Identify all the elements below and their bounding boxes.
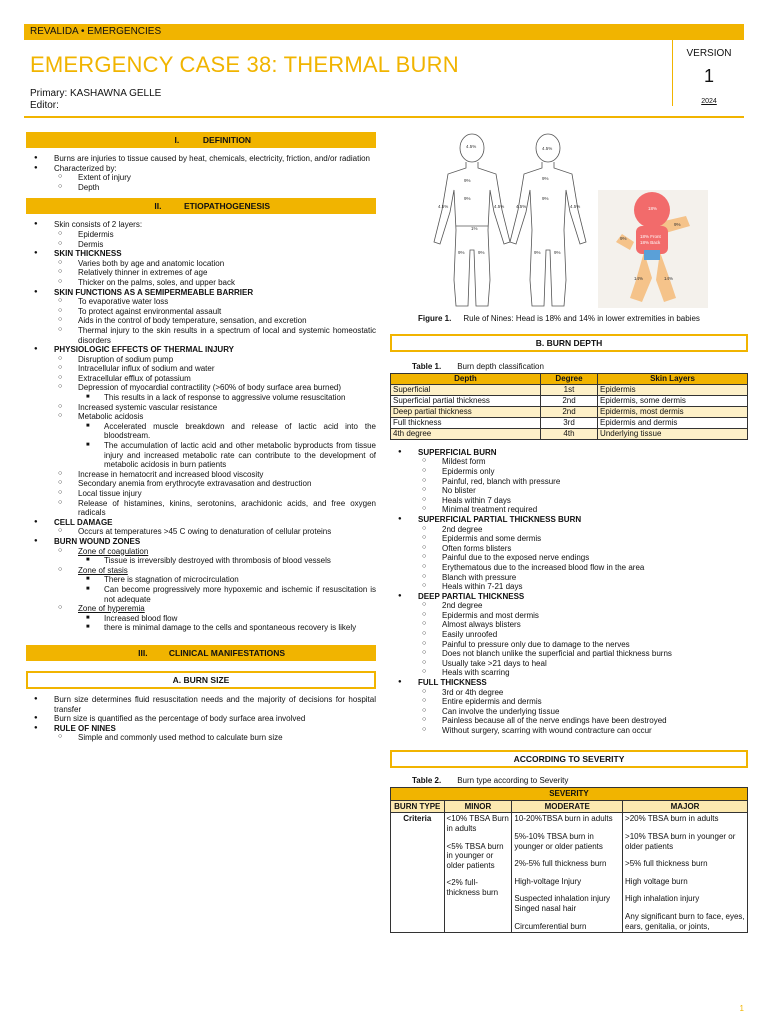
svg-text:4.5%: 4.5% bbox=[570, 204, 581, 209]
list-item: ○ Relatively thinner in extremes of age bbox=[26, 268, 376, 278]
list-item: ■ Increased blood flow bbox=[26, 614, 376, 624]
list-item: ○ Varies both by age and anatomic location bbox=[26, 259, 376, 269]
table-row bbox=[391, 428, 748, 439]
svg-text:9%: 9% bbox=[464, 196, 471, 201]
column-header: MINOR bbox=[444, 800, 512, 813]
list-item: ● Burns are injuries to tissue caused by heat, chemicals, electricity, friction, and/or radiation bbox=[26, 154, 376, 164]
section-number: I. bbox=[174, 135, 180, 145]
rule-of-nines-illustration bbox=[390, 130, 748, 310]
section-title: CLINICAL MANIFESTATIONS bbox=[168, 647, 286, 658]
svg-text:14%: 14% bbox=[664, 276, 674, 281]
criterion: 2%-5% full thickness burn bbox=[514, 859, 607, 869]
list-item: ○ Simple and commonly used method to calculate burn size bbox=[26, 733, 376, 743]
list-item: ○ Blanch with pressure bbox=[390, 573, 748, 583]
svg-text:9%: 9% bbox=[542, 196, 549, 201]
list-item: ○ Entire epidermis and dermis bbox=[390, 697, 748, 707]
table-caption bbox=[412, 776, 748, 786]
criterion: <10% TBSA Burn in adults bbox=[446, 814, 509, 833]
baby-figure bbox=[598, 190, 708, 308]
list-item: ○ Usually take >21 days to heal bbox=[390, 659, 748, 669]
table-cell: 4th degree bbox=[391, 428, 541, 439]
list-item: ○ Zone of hyperemia bbox=[26, 604, 376, 614]
list-item: ● SUPERFICIAL PARTIAL THICKNESS BURN bbox=[390, 515, 748, 525]
svg-text:1%: 1% bbox=[471, 226, 478, 231]
list-item: ● SKIN FUNCTIONS AS A SEMIPERMEABLE BARRIER bbox=[26, 288, 376, 298]
table-row bbox=[391, 395, 748, 406]
svg-text:18% Back: 18% Back bbox=[640, 240, 661, 245]
section-header-etiopathogenesis bbox=[26, 198, 376, 214]
list-item: ● SKIN THICKNESS bbox=[26, 249, 376, 259]
column-header: MAJOR bbox=[623, 800, 748, 813]
table-caption-text: Burn type according to Severity bbox=[457, 775, 569, 785]
row-label: Criteria bbox=[391, 813, 445, 933]
burn-depth-list bbox=[390, 448, 748, 736]
list-item: ● DEEP PARTIAL THICKNESS bbox=[390, 592, 748, 602]
list-item: ■ The accumulation of lactic acid and other metabolic byproducts from tissue injury and increased metabolic rate can contribute to the development of metabolic acidosis in burn patients bbox=[26, 441, 376, 470]
subsection-burn-size: A. BURN SIZE bbox=[26, 671, 376, 689]
list-item: ○ Epidermis and some dermis bbox=[390, 534, 748, 544]
criterion: High voltage burn bbox=[625, 876, 688, 886]
column-header: Skin Layers bbox=[598, 374, 748, 385]
criterion: High inhalation injury bbox=[625, 894, 700, 904]
table-row bbox=[391, 417, 748, 428]
svg-text:9%: 9% bbox=[620, 236, 627, 241]
svg-text:4.5%: 4.5% bbox=[466, 144, 477, 149]
section-header-clinical bbox=[26, 645, 376, 661]
list-item: ○ Painful, red, blanch with pressure bbox=[390, 477, 748, 487]
list-item: ○ Heals within 7-21 days bbox=[390, 582, 748, 592]
table-cell: 2nd bbox=[540, 406, 597, 417]
list-item: ○ Zone of coagulation bbox=[26, 547, 376, 557]
table-caption-text: Burn depth classification bbox=[457, 361, 544, 371]
table-cell: 3rd bbox=[540, 417, 597, 428]
list-item: ● PHYSIOLOGIC EFFECTS OF THERMAL INJURY bbox=[26, 345, 376, 355]
list-item: ○ Mildest form bbox=[390, 457, 748, 467]
list-item: ○ Metabolic acidosis bbox=[26, 412, 376, 422]
table-label: Table 2. bbox=[412, 775, 442, 785]
criterion: Any significant burn to face, eyes, ears, genitalia, or joints, bbox=[625, 911, 745, 931]
version-label: VERSION bbox=[686, 48, 732, 59]
list-item: ■ There is stagnation of microcirculation bbox=[26, 575, 376, 585]
column-header: Depth bbox=[391, 374, 541, 385]
list-item: ○ Increase in hematocrit and increased blood viscosity bbox=[26, 470, 376, 480]
column-header: MODERATE bbox=[512, 800, 623, 813]
list-item: ● SUPERFICIAL BURN bbox=[390, 448, 748, 458]
svg-text:9%: 9% bbox=[534, 250, 541, 255]
list-item: ○ Depression of myocardial contractility (>60% of body surface area burned) bbox=[26, 383, 376, 393]
list-item: ● BURN WOUND ZONES bbox=[26, 537, 376, 547]
version-box bbox=[672, 40, 745, 106]
list-item: ○ Intracellular influx of sodium and water bbox=[26, 364, 376, 374]
list-item: ○ Heals with scarring bbox=[390, 668, 748, 678]
moderate-criteria-cell bbox=[512, 813, 623, 933]
list-item: ○ To protect against environmental assault bbox=[26, 307, 376, 317]
list-item: ○ Epidermis only bbox=[390, 467, 748, 477]
table-header-row bbox=[391, 800, 748, 813]
svg-text:18% Front: 18% Front bbox=[640, 234, 661, 239]
svg-text:4.5%: 4.5% bbox=[542, 146, 553, 151]
table-cell: Superficial partial thickness bbox=[391, 395, 541, 406]
list-item: ■ This results in a lack of response to aggressive volume resuscitation bbox=[26, 393, 376, 403]
version-year: 2024 bbox=[701, 97, 717, 105]
section-title: ETIOPATHOGENESIS bbox=[183, 201, 271, 212]
svg-text:18%: 18% bbox=[648, 206, 658, 211]
list-item: ○ Dermis bbox=[26, 240, 376, 250]
adult-back-figure bbox=[510, 134, 586, 306]
list-item: ○ Can involve the underlying tissue bbox=[390, 707, 748, 717]
minor-criteria-cell bbox=[444, 813, 512, 933]
list-item: ● FULL THICKNESS bbox=[390, 678, 748, 688]
table-label: Table 1. bbox=[412, 361, 442, 371]
list-item: ○ Minimal treatment required bbox=[390, 505, 748, 515]
table-caption bbox=[412, 362, 748, 372]
table-header-row bbox=[391, 788, 748, 801]
severity-header: SEVERITY bbox=[391, 788, 748, 801]
severity-table bbox=[390, 787, 748, 933]
svg-text:9%: 9% bbox=[554, 250, 561, 255]
figure-caption bbox=[418, 314, 748, 324]
list-item: ○ 3rd or 4th degree bbox=[390, 688, 748, 698]
table-cell: Deep partial thickness bbox=[391, 406, 541, 417]
major-criteria-cell bbox=[623, 813, 748, 933]
svg-text:9%: 9% bbox=[674, 222, 681, 227]
list-item: ● RULE OF NINES bbox=[26, 724, 376, 734]
table-cell: Epidermis and dermis bbox=[598, 417, 748, 428]
list-item: ■ Can become progressively more hypoxemic and ischemic if resuscitation is not adequate bbox=[26, 585, 376, 604]
list-item: ● Skin consists of 2 layers: bbox=[26, 220, 376, 230]
burn-size-list bbox=[26, 695, 376, 743]
subsection-severity: ACCORDING TO SEVERITY bbox=[390, 750, 748, 768]
list-item: ○ Release of histamines, kinins, serotonins, arachidonic acids, and free oxygen radicals bbox=[26, 499, 376, 518]
adult-front-figure bbox=[434, 134, 510, 306]
table-cell: Epidermis, most dermis bbox=[598, 406, 748, 417]
header-divider bbox=[24, 116, 744, 118]
list-item: ○ No blister bbox=[390, 486, 748, 496]
table-row bbox=[391, 384, 748, 395]
list-item: ● Burn size is quantified as the percentage of body surface area involved bbox=[26, 714, 376, 724]
table-cell: Epidermis, some dermis bbox=[598, 395, 748, 406]
definition-list bbox=[26, 154, 376, 192]
list-item: ○ Thicker on the palms, soles, and upper back bbox=[26, 278, 376, 288]
criterion: >20% TBSA burn in adults bbox=[625, 814, 719, 824]
document-header-bar: REVALIDA • EMERGENCIES bbox=[24, 24, 744, 40]
list-item: ○ Local tissue injury bbox=[26, 489, 376, 499]
criterion: High-voltage Injury bbox=[514, 876, 582, 886]
right-column bbox=[390, 130, 748, 933]
list-item: ○ Occurs at temperatures >45 C owing to denaturation of cellular proteins bbox=[26, 527, 376, 537]
version-number: 1 bbox=[703, 66, 714, 86]
criterion: 10-20%TBSA burn in adults bbox=[514, 814, 613, 824]
list-item: ○ Extent of injury bbox=[26, 173, 376, 183]
list-item: ○ Painful to pressure only due to damage to the nerves bbox=[390, 640, 748, 650]
list-item: ■ there is minimal damage to the cells and spontaneous recovery is likely bbox=[26, 623, 376, 633]
table-row bbox=[391, 406, 748, 417]
criterion: Suspected inhalation injury bbox=[514, 894, 610, 904]
rule-of-nines-figure bbox=[390, 130, 748, 310]
list-item: ○ Painless because all of the nerve endings have been destroyed bbox=[390, 716, 748, 726]
list-item: ○ Disruption of sodium pump bbox=[26, 355, 376, 365]
list-item: ○ Does not blanch unlike the superficial and partial thickness burns bbox=[390, 649, 748, 659]
list-item: ■ Accelerated muscle breakdown and release of lactic acid into the bloodstream. bbox=[26, 422, 376, 441]
list-item: ○ Painful due to the exposed nerve endings bbox=[390, 553, 748, 563]
list-item: ● Burn size determines fluid resuscitation needs and the majority of decisions for hospital transfer bbox=[26, 695, 376, 714]
svg-text:4.5%: 4.5% bbox=[516, 204, 527, 209]
criterion: >10% TBSA burn in younger or older patients bbox=[625, 831, 736, 851]
subsection-burn-depth: B. BURN DEPTH bbox=[390, 334, 748, 352]
list-item: ○ Almost always blisters bbox=[390, 620, 748, 630]
table-cell: 1st bbox=[540, 384, 597, 395]
svg-text:9%: 9% bbox=[478, 250, 485, 255]
primary-author: Primary: KASHAWNA GELLE bbox=[30, 88, 162, 99]
left-column bbox=[26, 130, 376, 743]
table-cell: Underlying tissue bbox=[598, 428, 748, 439]
svg-text:9%: 9% bbox=[542, 176, 549, 181]
list-item: ● Characterized by: bbox=[26, 164, 376, 174]
table-cell: Superficial bbox=[391, 384, 541, 395]
list-item: ○ Epidermis bbox=[26, 230, 376, 240]
list-item: ○ Aids in the control of body temperature, sensation, and excretion bbox=[26, 316, 376, 326]
document-title: EMERGENCY CASE 38: THERMAL BURN bbox=[30, 52, 459, 77]
list-item: ○ Without surgery, scarring with wound contracture can occur bbox=[390, 726, 748, 736]
table-cell: Full thickness bbox=[391, 417, 541, 428]
list-item: ■ Tissue is irreversibly destroyed with thrombosis of blood vessels bbox=[26, 556, 376, 566]
section-number: II. bbox=[154, 201, 162, 212]
column-header: BURN TYPE bbox=[391, 800, 445, 813]
svg-text:9%: 9% bbox=[464, 178, 471, 183]
authors bbox=[30, 88, 161, 112]
criterion: <5% TBSA burn in younger or older patients bbox=[446, 841, 504, 870]
list-item: ○ Thermal injury to the skin results in a spectrum of local and systemic homeostatic disorders bbox=[26, 326, 376, 345]
list-item: ○ Heals within 7 days bbox=[390, 496, 748, 506]
list-item: ○ 2nd degree bbox=[390, 601, 748, 611]
list-item: ○ 2nd degree bbox=[390, 525, 748, 535]
table-header-row bbox=[391, 374, 748, 385]
table-cell: 4th bbox=[540, 428, 597, 439]
burn-depth-table bbox=[390, 373, 748, 440]
editor: Editor: bbox=[30, 100, 59, 111]
section-title: DEFINITION bbox=[202, 135, 252, 145]
table-cell: 2nd bbox=[540, 395, 597, 406]
criterion: Singed nasal hair bbox=[514, 903, 577, 913]
table-row bbox=[391, 813, 748, 933]
etiopathogenesis-list bbox=[26, 220, 376, 633]
svg-text:9%: 9% bbox=[458, 250, 465, 255]
list-item: ● CELL DAMAGE bbox=[26, 518, 376, 528]
section-header-definition bbox=[26, 132, 376, 148]
svg-text:4.5%: 4.5% bbox=[494, 204, 505, 209]
list-item: ○ Erythematous due to the increased blood flow in the area bbox=[390, 563, 748, 573]
list-item: ○ Zone of stasis bbox=[26, 566, 376, 576]
section-number: III. bbox=[138, 647, 148, 658]
svg-text:4.5%: 4.5% bbox=[438, 204, 449, 209]
page-number: 1 bbox=[739, 1004, 744, 1013]
criterion: Circumferential burn bbox=[514, 921, 587, 931]
table-cell: Epidermis bbox=[598, 384, 748, 395]
list-item: ○ Often forms blisters bbox=[390, 544, 748, 554]
figure-label: Figure 1. bbox=[418, 314, 452, 323]
svg-text:14%: 14% bbox=[634, 276, 644, 281]
figure-caption-text: Rule of Nines: Head is 18% and 14% in lower extremities in babies bbox=[463, 314, 700, 323]
list-item: ○ Extracellular efflux of potassium bbox=[26, 374, 376, 384]
column-header: Degree bbox=[540, 374, 597, 385]
list-item: ○ Increased systemic vascular resistance bbox=[26, 403, 376, 413]
criterion: <2% full-thickness burn bbox=[446, 878, 499, 897]
criterion: >5% full thickness burn bbox=[625, 859, 708, 869]
criterion: 5%-10% TBSA burn in younger or older patients bbox=[514, 831, 603, 851]
list-item: ○ Easily unroofed bbox=[390, 630, 748, 640]
list-item: ○ To evaporative water loss bbox=[26, 297, 376, 307]
list-item: ○ Secondary anemia from erythrocyte extravasation and destruction bbox=[26, 479, 376, 489]
list-item: ○ Epidermis and most dermis bbox=[390, 611, 748, 621]
list-item: ○ Depth bbox=[26, 183, 376, 193]
